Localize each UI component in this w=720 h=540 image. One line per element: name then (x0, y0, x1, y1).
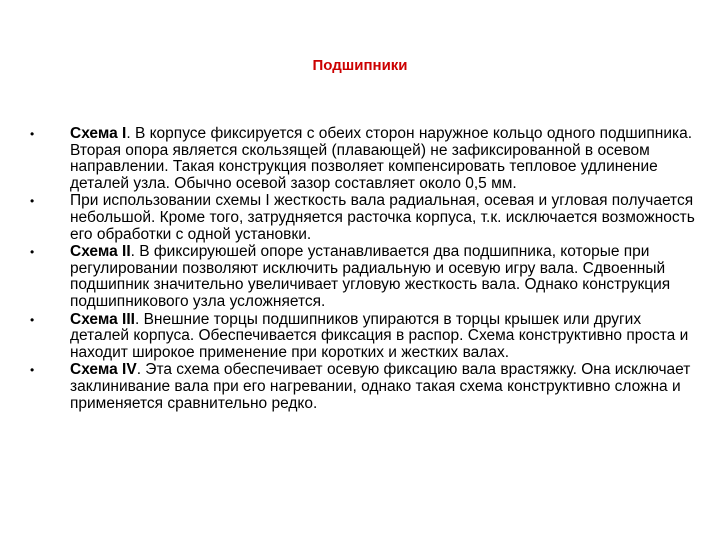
item-text: . В корпусе фиксируется с обеих сторон наружное кольцо одного подшипника. Вторая опора является скользящей (плавающей) не зафиксированной в осевом направлении. Такая конструкция позволяет компенсировать тепловое удлинение деталей узла. Обычно осевой зазор составляет около 0,5 мм. (70, 125, 693, 192)
item-lead: Схема III (70, 310, 135, 328)
list-item (30, 312, 702, 362)
item-text: . В фиксируюшей опоре устанавливается два подшипника, которые при регулировании позволяют исключить радиальную и осевую игру вала. Сдвоенный подшипник значительно увеличивает угловую жесткость вала. Однако конструкция подшипникового узла усложняется. (70, 243, 671, 310)
bullet-icon: • (30, 312, 35, 327)
item-lead: Схема IV (70, 361, 137, 379)
bullet-icon: • (30, 127, 35, 141)
list-item (30, 126, 702, 192)
bullet-icon: • (30, 194, 35, 209)
list-item (30, 362, 702, 412)
item-text: . Внешние торцы подшипников упираются в торцы крышек или других деталей корпуса. Обеспечивается фиксация в распор. Схема конструктивно проста и находит широкое применение при коротких и жестких валах. (70, 310, 689, 361)
list-item (30, 193, 702, 243)
item-lead: Схема II (70, 243, 131, 261)
bullet-list (30, 126, 702, 413)
slide-title: Подшипники (312, 57, 408, 74)
bullet-icon: • (30, 363, 35, 378)
item-text: . Эта схема обеспечивает осевую фиксацию вала врастяжку. Она исключает заклинивание вала при его нагревании, однако такая схема конструктивно сложна и применяется сравнительно редко. (70, 361, 691, 412)
list-item (30, 244, 702, 310)
item-text: При использовании схемы I жесткость вала радиальная, осевая и угловая получается небольшой. Кроме того, затрудняется расточка корпуса, т.к. исключается возможность его обработки с одной установки. (70, 192, 695, 243)
bullet-icon: • (30, 245, 35, 260)
item-lead: Схема I (70, 125, 127, 142)
